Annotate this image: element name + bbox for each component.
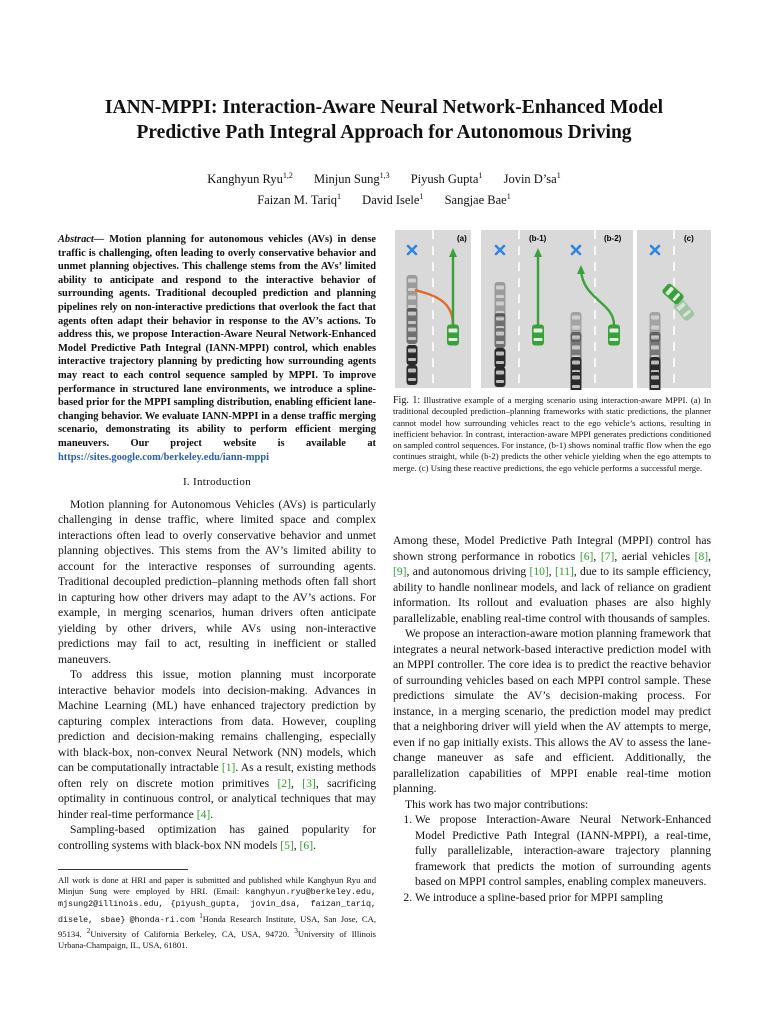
figure-1 bbox=[393, 230, 711, 390]
right-paragraph-2: We propose an interaction-aware motion planning framework that integrates a neural network-based interactive prediction model with an MPPI controller. The core idea is to predict the reactive behavior of surrounding vehicles based on each MPPI control sample. These predictions simulate the AV’s decision-making process. For instance, in a merging scenario, the prediction model may predict that a neighboring driver will yield when the AV attempts to merge, even if no gap initially exists. This allows the AV to assess the lane-change maneuver as safe and efficient. Additionally, the parallelization capabilities of MPPI enable real-time motion planning. bbox=[393, 627, 711, 795]
author-line-1 bbox=[40, 167, 728, 188]
section-heading-introduction: I. Introduction bbox=[182, 476, 252, 489]
contributions-list bbox=[393, 812, 711, 905]
figure-caption: Fig. 1: Illustrative example of a merging scenario using interaction-aware MPPI. (a) In traditional decoupled prediction–planning frameworks with static predictions, the planner cannot model how surrounding vehicles react to the ego vehicle’s actions, resulting in inefficient behavior. In contrast, interaction-aware MPPI generates predictions conditioned on sampled control sequences. For instance, (b-1) shows nominal traffic flow when the ego continues straight, while (b-2) predicts the other vehicle yielding when the ego attempts to merge. (c) Using these reactive predictions, the ego vehicle performs a successful merge. bbox=[393, 395, 711, 473]
citation-link[interactable]: [6] bbox=[299, 838, 314, 852]
panel-label-a: (a) bbox=[457, 234, 467, 243]
intro-paragraph-1: Motion planning for Autonomous Vehicles (AVs) is particularly challenging in dense traffic, where limited space and complex interactions often lead to overly conservative behavior and unmet planning objectives. This stems from the AV’s limited ability to account for the interactive responses of surrounding agents. Traditional decoupled prediction–planning methods often fall short in capturing how other drivers may adapt to the AV’s actions. For example, in merging scenarios, human drivers often anticipate yielding by other drivers, while AVs using non-interactive predictions may fail to act, resulting in inefficient or stalled maneuvers. bbox=[58, 497, 376, 666]
contribution-item: 1. We propose Interaction-Aware Neural Network-Enhanced Model Predictive Path Integral (IANN-MPPI), a real-time, fully parallelizable, interaction-aware trajectory planning framework that predicts the motion of surrounding agents based on MPPI control samples, enabling complex maneuvers. bbox=[415, 812, 711, 890]
citation-link[interactable]: [8] bbox=[694, 549, 709, 563]
footnote: All work is done at HRI and paper is submitted and published while Kanghyun Ryu and Minjun Sung were employed by HRI. (Email: kanghyun.ryu@berkeley.edu, mjsung2@illinois.edu, {piyush_gupta, jovin_dsa, faizan_tariq, disele, sbae} @honda-ri.com $^1$Honda Research Institute, USA, San Jose, CA, 95134. $^2$University of California Berkeley, CA, USA, 94720. $^3$University of Illinois Urbana-Champaign, IL, USA, 61801. bbox=[58, 875, 377, 950]
abstract-text: Motion planning for autonomous vehicles (AVs) in dense traffic is challenging, often leading to overly conservative behavior and unmet planning objectives. This challenge stems from the AVs’ limited ability to anticipate and respond to the interactive behavior of surrounding agents. Traditional decoupled prediction and planning pipelines rely on non-interactive predictions that overlook the fact that agents often adapt their behavior in response to the AV’s actions. To address this, we propose Interaction-Aware Neural Network-Enhanced Model Predictive Path Integral (IANN-MPPI) control, which enables interactive trajectory planning by predicting how surrounding agents may react to each control sequence sampled by MPPI. To improve performance in structured lane environments, we introduce a spline-based prior for the MPPI sampling distribution, enabling efficient lane-changing behavior. We evaluate IANN-MPPI in a dense traffic merging scenario, demonstrating its ability to perform efficient merging maneuvers. Our project website is available at bbox=[58, 234, 376, 449]
title-line-2: Predictive Path Integral Approach for Autonomous Driving bbox=[136, 122, 632, 143]
author: Kanghyun Ryu$^{1,2}$ bbox=[207, 171, 293, 187]
other-vehicle-icon bbox=[407, 345, 418, 365]
author: Faizan M. Tariq$^1$ bbox=[257, 192, 342, 208]
other-vehicle-icon bbox=[650, 372, 661, 390]
figure-label: Fig. 1: bbox=[393, 395, 421, 406]
author: Piyush Gupta$^1$ bbox=[410, 171, 483, 187]
panel-label-b2: (b-2) bbox=[604, 234, 622, 243]
citation-link[interactable]: [3] bbox=[302, 776, 316, 790]
other-vehicle-icon bbox=[495, 367, 506, 387]
abstract-label: Abstract— bbox=[58, 234, 105, 245]
right-column bbox=[393, 533, 711, 905]
intro-paragraph-2: To address this issue, motion planning must incorporate interactive behavior models into decision-making. Advances in Machine Learning (ML) have enhanced trajectory prediction by capturing complex interactions from data. However, coupling prediction and decision-making remains challenging, especially with black-box, non-convex Neural Network (NN) models, which can be computationally intractable [1]. As a result, existing methods often rely on discrete motion primitives [2], [3], sacrificing optimality in continuous control, or analytical techniques that may hinder real-time performance [4]. bbox=[58, 668, 377, 821]
left-column bbox=[58, 233, 376, 853]
panel-label-b1: (b-1) bbox=[529, 234, 547, 243]
author-list bbox=[40, 167, 728, 209]
contribution-item: 2. We introduce a spline-based prior for MPPI sampling bbox=[415, 890, 711, 906]
author: Jovin $D’sa^1$ bbox=[503, 171, 561, 187]
ego-vehicle-icon bbox=[447, 325, 459, 346]
author-line-2 bbox=[40, 188, 728, 209]
footnote-rule bbox=[58, 869, 188, 870]
panel-label-c: (c) bbox=[684, 234, 694, 243]
abstract bbox=[58, 233, 376, 464]
ego-vehicle-icon bbox=[532, 325, 544, 346]
citation-link[interactable]: [9] bbox=[393, 565, 407, 578]
citation-link[interactable]: [11] bbox=[554, 565, 574, 578]
other-vehicle-icon bbox=[571, 372, 582, 390]
citation-link[interactable]: [2] bbox=[277, 776, 292, 790]
citation-link[interactable]: [7] bbox=[600, 549, 615, 563]
citation-link[interactable]: [4] bbox=[196, 807, 211, 821]
other-vehicle-icon bbox=[495, 348, 506, 368]
paper-title bbox=[40, 95, 728, 145]
right-paragraph-1: Among these, Model Predictive Path Integral (MPPI) control has shown strong performance in robotics [6], [7], aerial vehicles [8], [9], and autonomous driving [10], [11], due to its sample efficiency, ability to handle nonlinear models, and lack of reliance on gradient information. Its rollout and evaluation phases are also highly parallelizable, enabling real-time control with thousands of samples. bbox=[393, 534, 712, 625]
ego-vehicle-icon bbox=[608, 325, 620, 346]
citation-link[interactable]: [1] bbox=[221, 761, 236, 775]
right-paragraph-3: This work has two major contributions: bbox=[405, 797, 589, 811]
project-website-link[interactable]: https://sites.google.com/berkeley.edu/iann-mppi bbox=[58, 451, 269, 463]
intro-paragraph-3: Sampling-based optimization has gained popularity for controlling systems with black-box NN models [5], [6]. bbox=[58, 823, 376, 852]
citation-link[interactable]: [6] bbox=[579, 549, 594, 563]
other-vehicle-icon bbox=[407, 365, 418, 385]
merging-scenario-illustration bbox=[393, 230, 711, 390]
author: Sangjae Bae$^1$ bbox=[444, 192, 511, 208]
citation-link[interactable]: [5] bbox=[280, 838, 294, 852]
author: Minjun Sung$^{1,3}$ bbox=[313, 171, 390, 187]
title-line-1: IANN-MPPI: Interaction-Aware Neural Network-Enhanced Model bbox=[104, 97, 664, 118]
citation-link[interactable]: [10] bbox=[529, 565, 549, 578]
author: David Isele$^1$ bbox=[362, 192, 424, 208]
